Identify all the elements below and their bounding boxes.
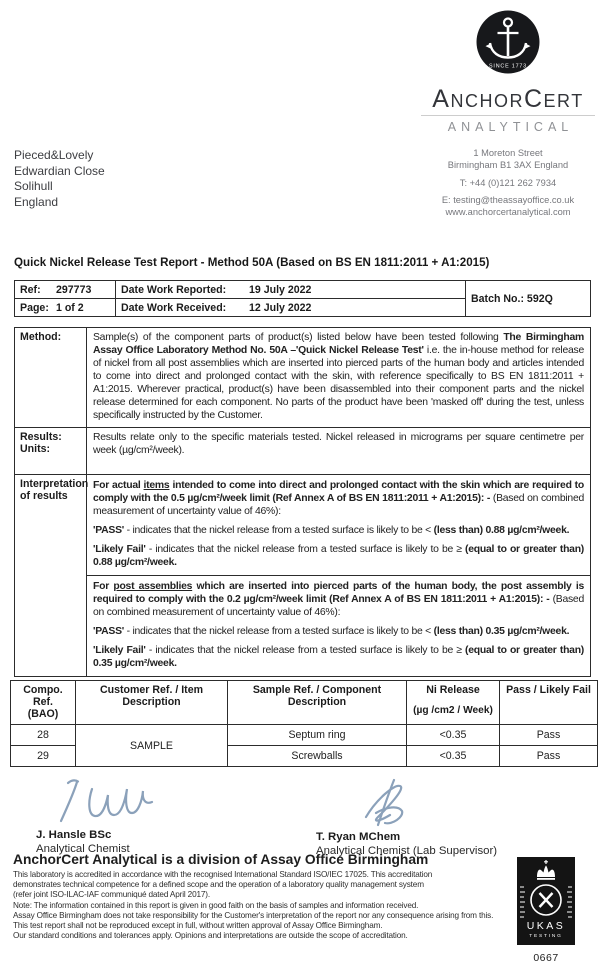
ni-release-units: (µg /cm2 / Week): [413, 705, 493, 716]
customer-address: [14, 148, 105, 210]
batch-label: Batch No.:: [471, 292, 524, 305]
method-label: Method:: [15, 328, 87, 428]
signature-2-icon: [338, 775, 438, 827]
signatory-1-name: J. Hansle BSc: [36, 829, 112, 841]
signatory-2-name: T. Ryan MChem: [316, 831, 401, 843]
page-label: Page:: [20, 301, 49, 314]
customer-address-line: Edwardian Close: [14, 163, 105, 178]
col-compo-ref: Compo. Ref. (BAO): [11, 681, 76, 725]
date-reported-value: 19 July 2022: [249, 283, 312, 296]
anchor-logo-icon: [476, 10, 540, 74]
ukas-accreditation-mark: [517, 857, 575, 964]
date-received-cell: [116, 299, 466, 317]
brand-divider: [421, 115, 595, 116]
ukas-org-text: UKAS: [526, 920, 566, 932]
customer-address-line: Solihull: [14, 179, 53, 193]
brand-name: AnchorCert: [432, 85, 584, 113]
page-cell: [15, 299, 116, 317]
report-body: [0, 248, 600, 857]
reference-table: [14, 280, 591, 317]
lab-address: [412, 147, 600, 218]
signature-zone: [14, 775, 600, 857]
interpretation-label: Interpretation of results: [15, 475, 87, 677]
lab-address-line: Birmingham B1 3AX England: [447, 160, 569, 171]
report-title: Quick Nickel Release Test Report - Method 50A (Based on BS EN 1811:2011 + A1:2015): [14, 256, 490, 269]
ukas-logo-icon: [517, 857, 575, 945]
results-header-row: [11, 681, 598, 725]
ukas-number: 0667: [533, 952, 559, 964]
date-reported-cell: [116, 281, 466, 299]
method-text: Sample(s) of the component parts of product(s) listed below have been tested following The Birmingham Assay Office Laboratory Method No. 50A –'Quick Nickel Release Test' i.e. the in-house method for release of nickel from all post assemblies which are inserted into pierced parts of the human body and articles intended to come into direct and prolonged contact with the skin, with reference specifically to BS EN 1811:2011 + A1:2015. Wherever practical, product(s) have been disassembled into their component parts and the nickel release determined for each component. No parts of the product have been 'masked off' during the test, unless specifically instructed by the Customer.: [93, 332, 584, 421]
lab-website: www.anchorcertanalytical.com: [445, 207, 571, 218]
lab-phone: T: +44 (0)121 262 7934: [459, 177, 557, 188]
signature-1-icon: [46, 775, 166, 825]
results-units-cell: [87, 428, 591, 475]
compo-ref-value: 29: [11, 746, 76, 767]
footer-line: This laboratory is accredited in accordance with the recognised International Standard ISO/IEC 17025. This accreditation: [13, 870, 433, 879]
customer-ref-value: SAMPLE: [76, 725, 228, 767]
results-table: [10, 680, 598, 767]
date-received-label: Date Work Received:: [121, 301, 227, 314]
date-received-value: 12 July 2022: [249, 301, 312, 314]
compo-ref-value: 28: [11, 725, 76, 746]
ref-label: Ref:: [20, 283, 41, 296]
ukas-scope-text: TESTING: [529, 934, 563, 939]
lab-address-line: 1 Moreton Street: [473, 148, 543, 158]
footer: [13, 852, 515, 941]
signatory-2: [316, 775, 566, 857]
lab-brand-block: [412, 10, 600, 218]
interpretation-block-post-assemblies: For post assemblies which are inserted into pierced parts of the human body, the post assembly is required to comply with the 0.2 µg/cm²/week limit (Ref Annex A of BS EN 1811:2011 + A1:2015): - (Based on combined measurement of uncertainty value of 46%): 'PASS' - indicates that the nickel release from a tested surface is likely to be < (less than) 0.35 µg/cm²/week. 'Likely Fail' - indicates that the nickel release from a tested surface is likely to be ≥ (equal to or greater than) 0.35 µg/cm²/week.: [93, 581, 585, 669]
results-units-label: Results: Units:: [15, 428, 87, 475]
ni-release-value: <0.35: [407, 725, 500, 746]
col-pass-fail: Pass / Likely Fail: [500, 681, 598, 725]
footer-line: Note: The information contained in this report is given in good faith on the basis of samples and information received.: [13, 900, 419, 910]
ref-value: 297773: [56, 283, 92, 296]
ni-release-value: <0.35: [407, 746, 500, 767]
pass-fail-value: Pass: [500, 746, 598, 767]
customer-address-line: England: [14, 194, 59, 209]
interpretation-block-items: For actual items intended to come into direct and prolonged contact with the skin which are required to comply with the 0.5 µg/cm²/week limit (Ref Annex A of BS EN 1811:2011 + A1:2015): - (Based on combined measurement of uncertainty value of 46%): 'PASS' - indicates that the nickel release from a tested surface is likely to be < (less than) 0.88 µg/cm²/week. 'Likely Fail' - indicates that the nickel release from a tested surface is likely to be ≥ (equal to or greater than) 0.88 µg/cm²/week.: [87, 475, 590, 576]
sample-ref-value: Screwballs: [228, 746, 407, 767]
col-sample-ref: Sample Ref. / Component Description: [228, 681, 407, 725]
method-table: [14, 327, 591, 677]
table-row: [11, 725, 598, 746]
pass-fail-value: Pass: [500, 725, 598, 746]
brand-subtitle: ANALYTICAL: [447, 120, 574, 134]
customer-address-line: Pieced&Lovely: [14, 148, 94, 162]
footer-line: Assay Office Birmingham does not take responsibility for the Customer's interpretation of the report nor any consequence arising from this.: [13, 910, 494, 920]
sample-ref-value: Septum ring: [228, 725, 407, 746]
footer-line: (refer joint ISO-ILAC-IAF communiqué dated April 2017).: [13, 890, 210, 900]
results-units-text: Results relate only to the specific materials tested. Nickel released in micrograms per square centimetre per week (µg/cm²/week).: [93, 432, 584, 456]
batch-value: 592Q: [526, 292, 553, 305]
batch-cell: [466, 281, 591, 317]
logo-since-text: SINCE 1773: [489, 63, 527, 70]
page-value: 1 of 2: [56, 301, 84, 314]
signatory-1-role: Analytical Chemist: [36, 843, 130, 855]
signatory-1: [36, 775, 278, 857]
col-customer-ref: Customer Ref. / Item Description: [76, 681, 228, 725]
footer-line: Our standard conditions and tolerances apply. Opinions and interpretations are outside the scope of accreditation.: [13, 931, 408, 941]
footer-heading: AnchorCert Analytical is a division of Assay Office Birmingham: [13, 852, 429, 867]
signatory-2-role: Analytical Chemist (Lab Supervisor): [316, 845, 498, 857]
lab-email: E: testing@theassayoffice.co.uk: [441, 194, 575, 205]
col-ni-release: Ni Release (µg /cm2 / Week): [407, 681, 500, 725]
ref-cell: [15, 281, 116, 299]
footer-line: demonstrates technical competence for a defined scope and the operation of a laboratory quality management system: [13, 880, 424, 890]
method-text-cell: [87, 328, 591, 428]
date-reported-label: Date Work Reported:: [121, 283, 227, 296]
footer-line: This test report shall not be reproduced except in full, without written approval of Assay Office Birmingham.: [13, 921, 383, 931]
interpretation-cell: [87, 475, 591, 677]
